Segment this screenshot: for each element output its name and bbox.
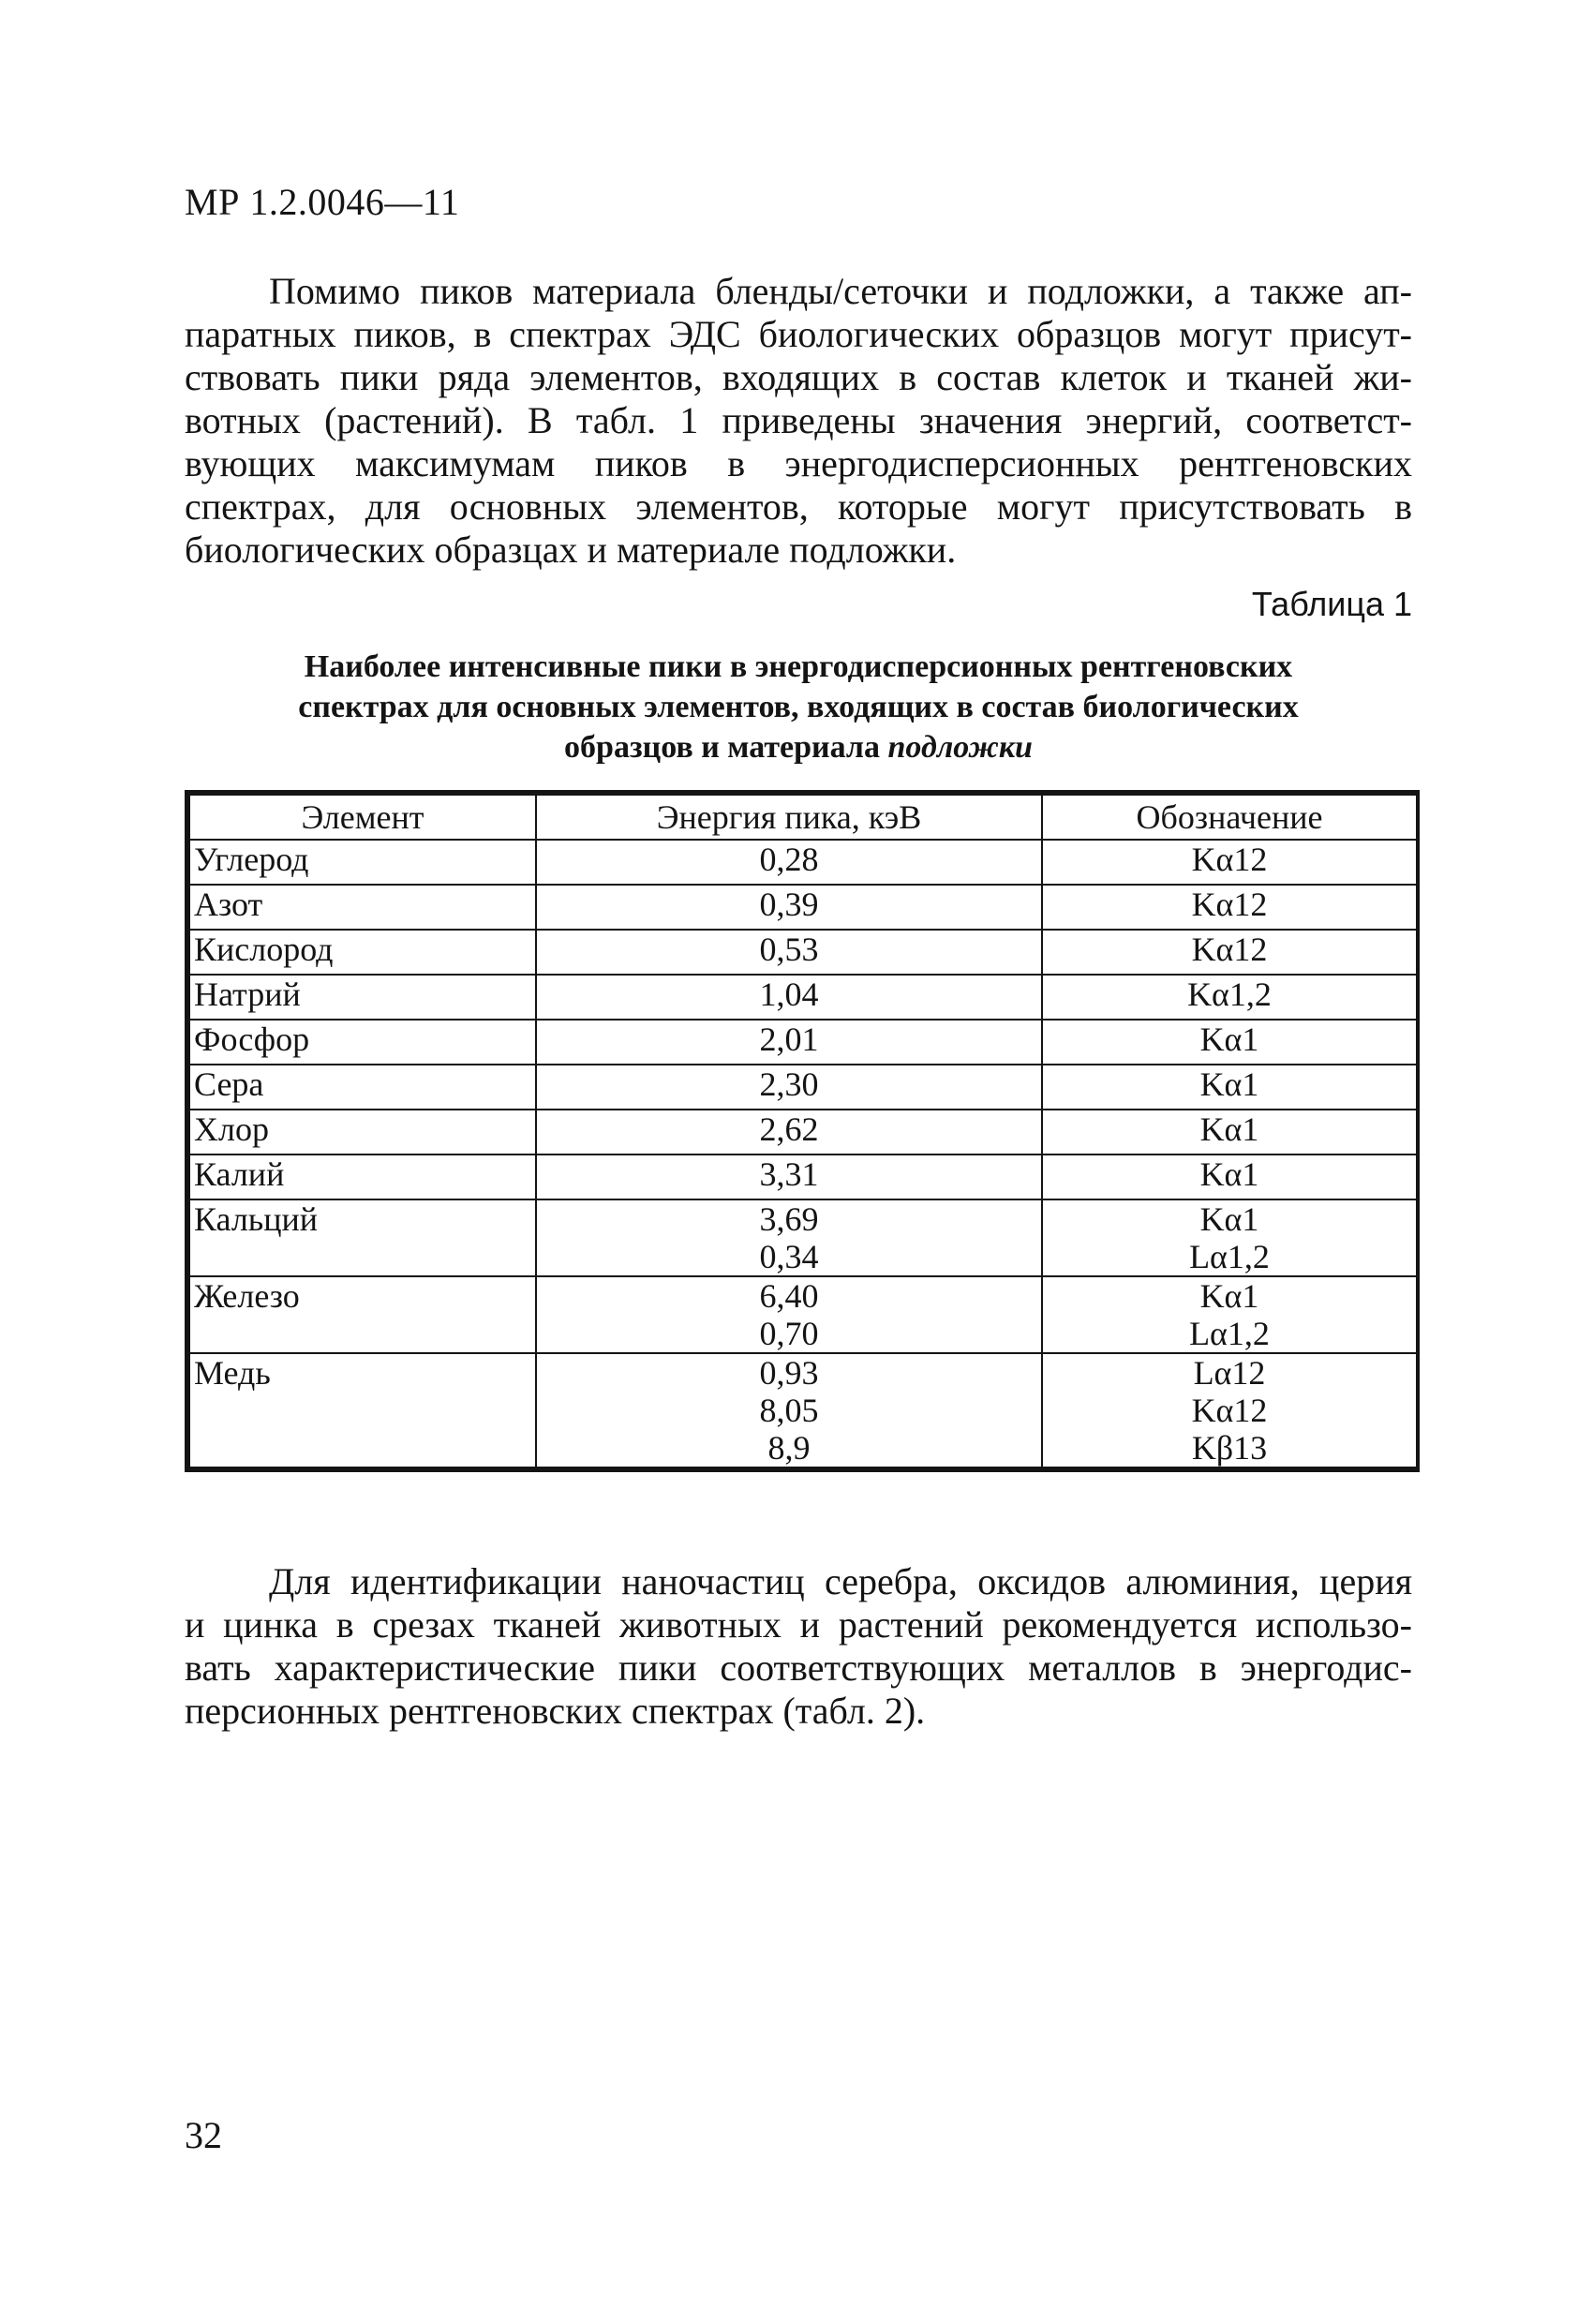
peak-energy-value: 6,40 — [759, 1277, 819, 1315]
peak-energy-cell — [536, 1276, 1042, 1353]
table-row — [189, 1020, 1417, 1065]
peak-energy-value: 0,28 — [759, 841, 819, 878]
element-name-cell: Хлор — [189, 1110, 536, 1155]
designation-value: Kα1 — [1199, 1200, 1259, 1238]
paragraph-line: паратных пиков, в спектрах ЭДС биологических образцов могут присут- — [185, 313, 1412, 355]
caption-italic-text: подложки — [887, 730, 1033, 765]
designation-cell — [1042, 1353, 1417, 1467]
paragraph-line: персионных рентгеновских спектрах (табл. 2). — [185, 1690, 926, 1732]
designation-value: Kβ13 — [1191, 1429, 1268, 1467]
designation-cell — [1042, 885, 1417, 930]
page-number: 32 — [185, 2114, 222, 2156]
table-caption — [185, 647, 1412, 767]
designation-cell — [1042, 1155, 1417, 1199]
peak-energy-value: 2,30 — [759, 1065, 819, 1103]
peak-energy-value: 8,05 — [759, 1392, 819, 1429]
peak-energy-cell — [536, 840, 1042, 885]
peak-energy-value: 0,70 — [759, 1315, 819, 1352]
paragraph-line: биологических образцах и материале подложки. — [185, 529, 957, 571]
peak-energy-value: 8,9 — [767, 1429, 811, 1467]
peak-energy-value: 2,01 — [759, 1020, 819, 1058]
column-header-designation: Обозначение — [1042, 795, 1417, 840]
caption-line — [185, 727, 1412, 767]
designation-cell — [1042, 930, 1417, 975]
closing-paragraph — [185, 1560, 1412, 1733]
designation-cell — [1042, 1276, 1417, 1353]
table-label: Таблица 1 — [1251, 585, 1412, 623]
column-header-element: Элемент — [189, 795, 536, 840]
designation-value: Kα12 — [1191, 886, 1268, 923]
table-row — [189, 975, 1417, 1020]
peak-energy-value: 0,93 — [759, 1354, 819, 1392]
element-name-cell: Фосфор — [189, 1020, 536, 1065]
element-name-cell: Кислород — [189, 930, 536, 975]
caption-text: образцов и материала — [564, 730, 881, 765]
peak-energy-cell — [536, 930, 1042, 975]
designation-value: Kα1,2 — [1187, 976, 1272, 1013]
element-name-cell: Азот — [189, 885, 536, 930]
table-header-row — [189, 795, 1417, 840]
peak-energy-value: 3,31 — [759, 1155, 819, 1193]
caption-line: Наиболее интенсивные пики в энергодисперсионных рентгеновских — [304, 649, 1293, 684]
peak-energy-value: 3,69 — [759, 1200, 819, 1238]
paragraph-line: вующих максимумам пиков в энергодисперсионных рентгеновских — [185, 442, 1412, 484]
table-row — [189, 1065, 1417, 1110]
table-row — [189, 1353, 1417, 1467]
document-code: МР 1.2.0046—11 — [185, 181, 460, 223]
element-name-cell: Углерод — [189, 840, 536, 885]
peak-energy-cell — [536, 1155, 1042, 1199]
peak-energy-value: 0,53 — [759, 931, 819, 968]
peak-energy-value: 0,39 — [759, 886, 819, 923]
paragraph-line: спектрах, для основных элементов, которые могут присутствовать в — [185, 485, 1412, 528]
designation-value: Kα1 — [1199, 1277, 1259, 1315]
table-row — [189, 1276, 1417, 1353]
designation-value: Kα1 — [1199, 1110, 1259, 1148]
designation-cell — [1042, 1199, 1417, 1276]
paragraph-line: ствовать пики ряда элементов, входящих в состав клеток и тканей жи- — [185, 356, 1412, 398]
peak-energy-value: 2,62 — [759, 1110, 819, 1148]
designation-value: Kα1 — [1199, 1020, 1259, 1058]
designation-cell — [1042, 1110, 1417, 1155]
peak-energy-cell — [536, 1353, 1042, 1467]
designation-value: Kα12 — [1191, 841, 1268, 878]
designation-value: Kα1 — [1199, 1065, 1259, 1103]
intro-paragraph — [185, 270, 1412, 572]
designation-value: Kα12 — [1191, 1392, 1268, 1429]
element-name-cell: Кальций — [189, 1199, 536, 1276]
table-row — [189, 1199, 1417, 1276]
paragraph-line: вотных (растений). В табл. 1 приведены значения энергий, соответст- — [185, 399, 1412, 441]
table-body — [189, 840, 1417, 1467]
designation-cell — [1042, 975, 1417, 1020]
element-name-cell: Медь — [189, 1353, 536, 1467]
peak-energy-cell — [536, 1199, 1042, 1276]
designation-value: Kα1 — [1199, 1155, 1259, 1193]
paragraph-line: Для идентификации наночастиц серебра, оксидов алюминия, церия — [269, 1560, 1412, 1602]
caption-line: спектрах для основных элементов, входящих в состав биологических — [298, 690, 1299, 724]
peaks-table — [188, 794, 1418, 1468]
designation-cell — [1042, 840, 1417, 885]
designation-value: Lα1,2 — [1189, 1238, 1270, 1275]
peak-energy-cell — [536, 885, 1042, 930]
table-row — [189, 1155, 1417, 1199]
designation-value: Lα12 — [1193, 1354, 1266, 1392]
paragraph-line: вать характеристические пики соответствующих металлов в энергодис- — [185, 1646, 1412, 1689]
peak-energy-cell — [536, 1065, 1042, 1110]
table-row — [189, 930, 1417, 975]
element-name-cell: Натрий — [189, 975, 536, 1020]
element-name-cell: Калий — [189, 1155, 536, 1199]
table-row — [189, 885, 1417, 930]
peak-energy-cell — [536, 1110, 1042, 1155]
designation-cell — [1042, 1065, 1417, 1110]
element-name-cell: Железо — [189, 1276, 536, 1353]
peak-energy-cell — [536, 1020, 1042, 1065]
table-row — [189, 1110, 1417, 1155]
designation-value: Kα12 — [1191, 931, 1268, 968]
designation-cell — [1042, 1020, 1417, 1065]
peak-energy-cell — [536, 975, 1042, 1020]
paragraph-line: и цинка в срезах тканей животных и растений рекомендуется использо- — [185, 1603, 1412, 1646]
peak-energy-value: 1,04 — [759, 976, 819, 1013]
peaks-table-frame — [185, 790, 1420, 1472]
designation-value: Lα1,2 — [1189, 1315, 1270, 1352]
element-name-cell: Сера — [189, 1065, 536, 1110]
paragraph-line: Помимо пиков материала бленды/сеточки и подложки, а также ап- — [269, 270, 1412, 312]
table-row — [189, 840, 1417, 885]
peak-energy-value: 0,34 — [759, 1238, 819, 1275]
column-header-energy: Энергия пика, кэВ — [536, 795, 1042, 840]
